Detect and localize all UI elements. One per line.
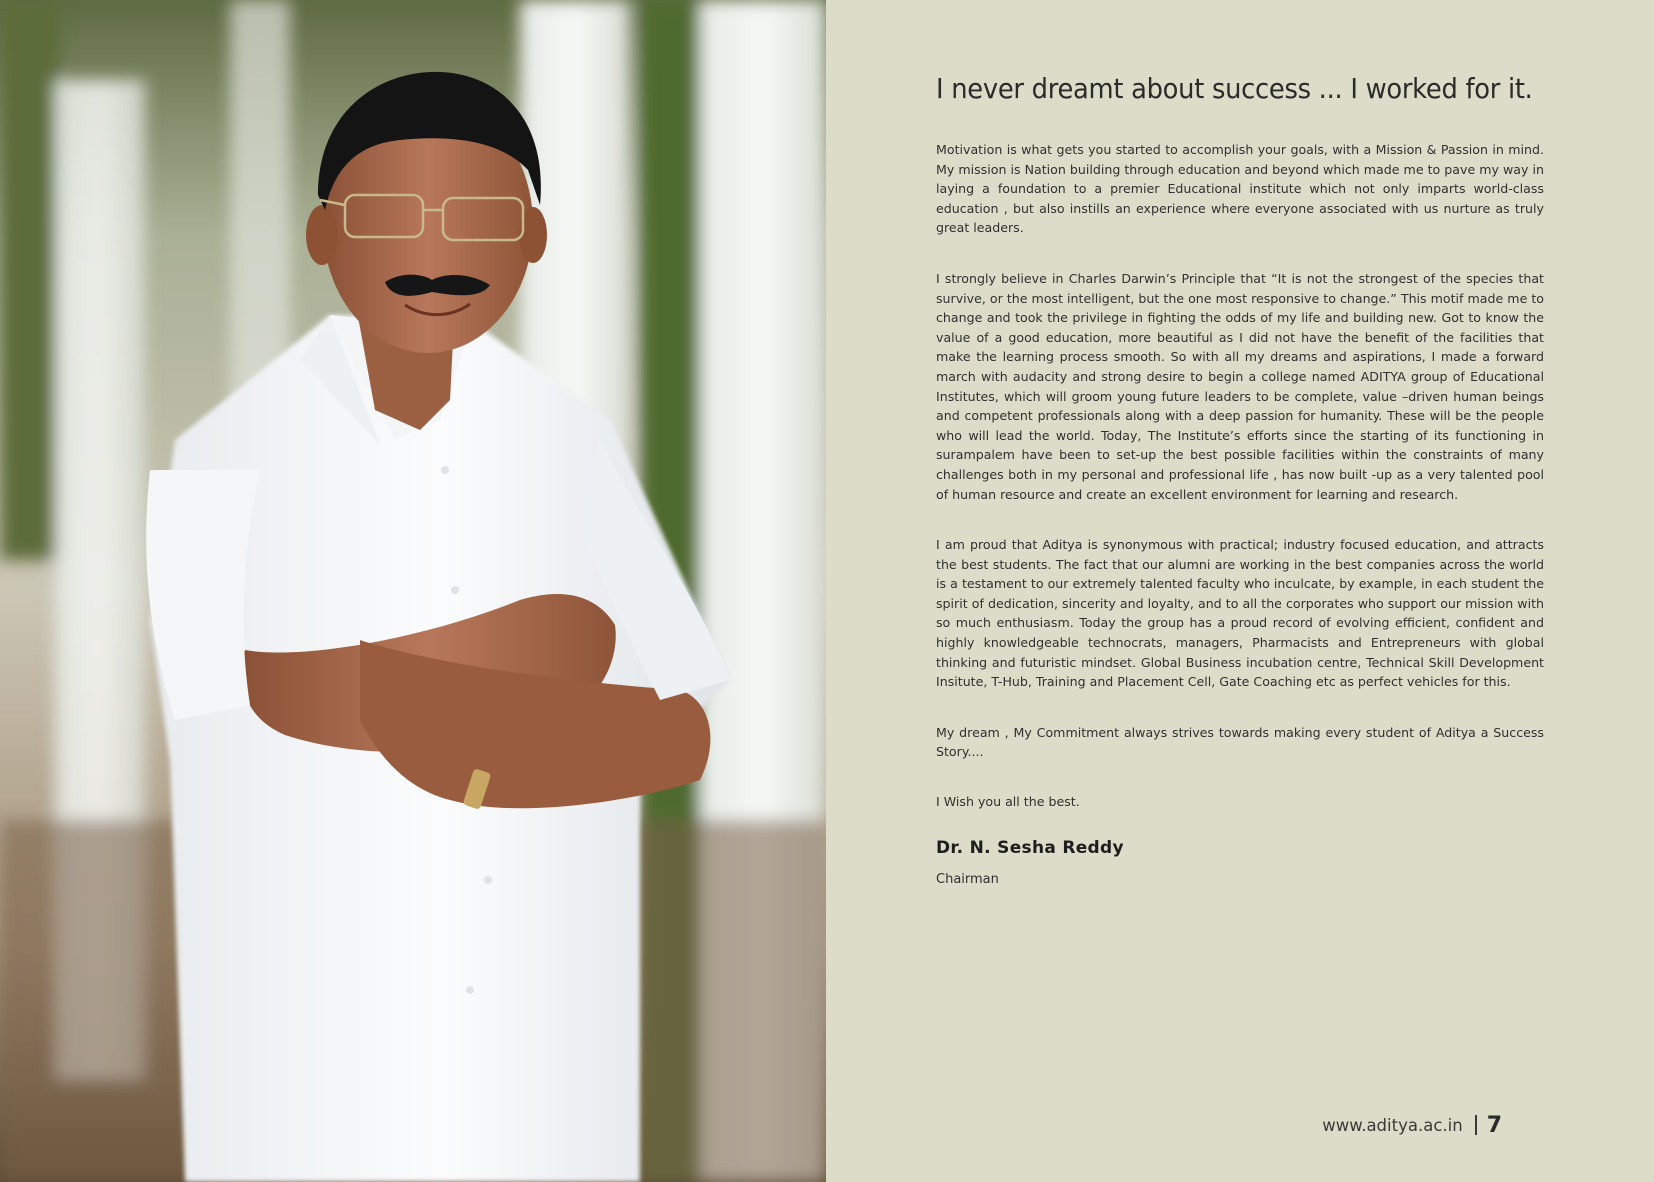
chairman-portrait-photo [0,0,826,1182]
headline: I never dreamt about success ... I worked for it. [936,72,1533,105]
page-number: 7 [1486,1112,1502,1138]
message-panel [826,0,1654,1182]
paragraph-wish: I Wish you all the best. [936,794,1080,810]
message-body [936,140,1544,843]
portrait-illustration [0,0,826,1182]
footer-divider [1475,1115,1477,1135]
page-footer [1322,1112,1502,1138]
paragraph-mission: Motivation is what gets you started to accomplish your goals, with a Mission & Passion in mind. My mission is Nation building through education and beyond which made me to pave my way in laying a foundation to a premier Educational institute which not only imparts world-class education , but also instills an experience where everyone associated with us nurture as truly great leaders. [936,142,1544,236]
website-link[interactable]: www.aditya.ac.in [1322,1115,1463,1135]
paragraph-pride: I am proud that Aditya is synonymous with practical; industry focused education, and attracts the best students. The fact that our alumni are working in the best companies across the world is a testament to our extremely talented faculty who inculcate, by example, in each student the spirit of dedication, sincerity and loyalty, and to all the corporates who support our mission with so much enthusiasm. Today the group has a proud record of evolving efficient, confident and highly knowledgeable technocrats, managers, Pharmacists and Entrepreneurs with global thinking and futuristic mindset. Global Business incubation centre, Technical Skill Development Insitute, T-Hub, Training and Placement Cell, Gate Coaching etc as perfect vehicles for this. [936,537,1544,690]
paragraph-dream: My dream , My Commitment always strives towards making every student of Aditya a Success Story.... [936,724,1544,760]
signature-name: Dr. N. Sesha Reddy [936,838,1124,858]
paragraph-darwin: I strongly believe in Charles Darwin’s Principle that “It is not the strongest of the species that survive, or the most intelligent, but the one most responsive to change.” This motif made me to change and took the privilege in fighting the odds of my life and building new. Got to know the value of a good education, more beautiful as I did not have the benefit of the facilities that make the learning process smooth. So with all my dreams and aspirations, I made a forward march with audacity and strong desire to begin a college named ADITYA group of Educational Institutes, which will groom young future leaders to be complete, value –driven human beings and competent professionals along with a deep passion for humanity. These will be the people who will lead the world. Today, The Institute’s efforts since the starting of its functioning in surampalem have been to set-up the best possible facilities within the constraints of many challenges both in my personal and professional life , has now built -up as a very talented pool of human resource and create an excellent environment for learning and research. [936,270,1544,502]
signature-title: Chairman [936,872,999,887]
